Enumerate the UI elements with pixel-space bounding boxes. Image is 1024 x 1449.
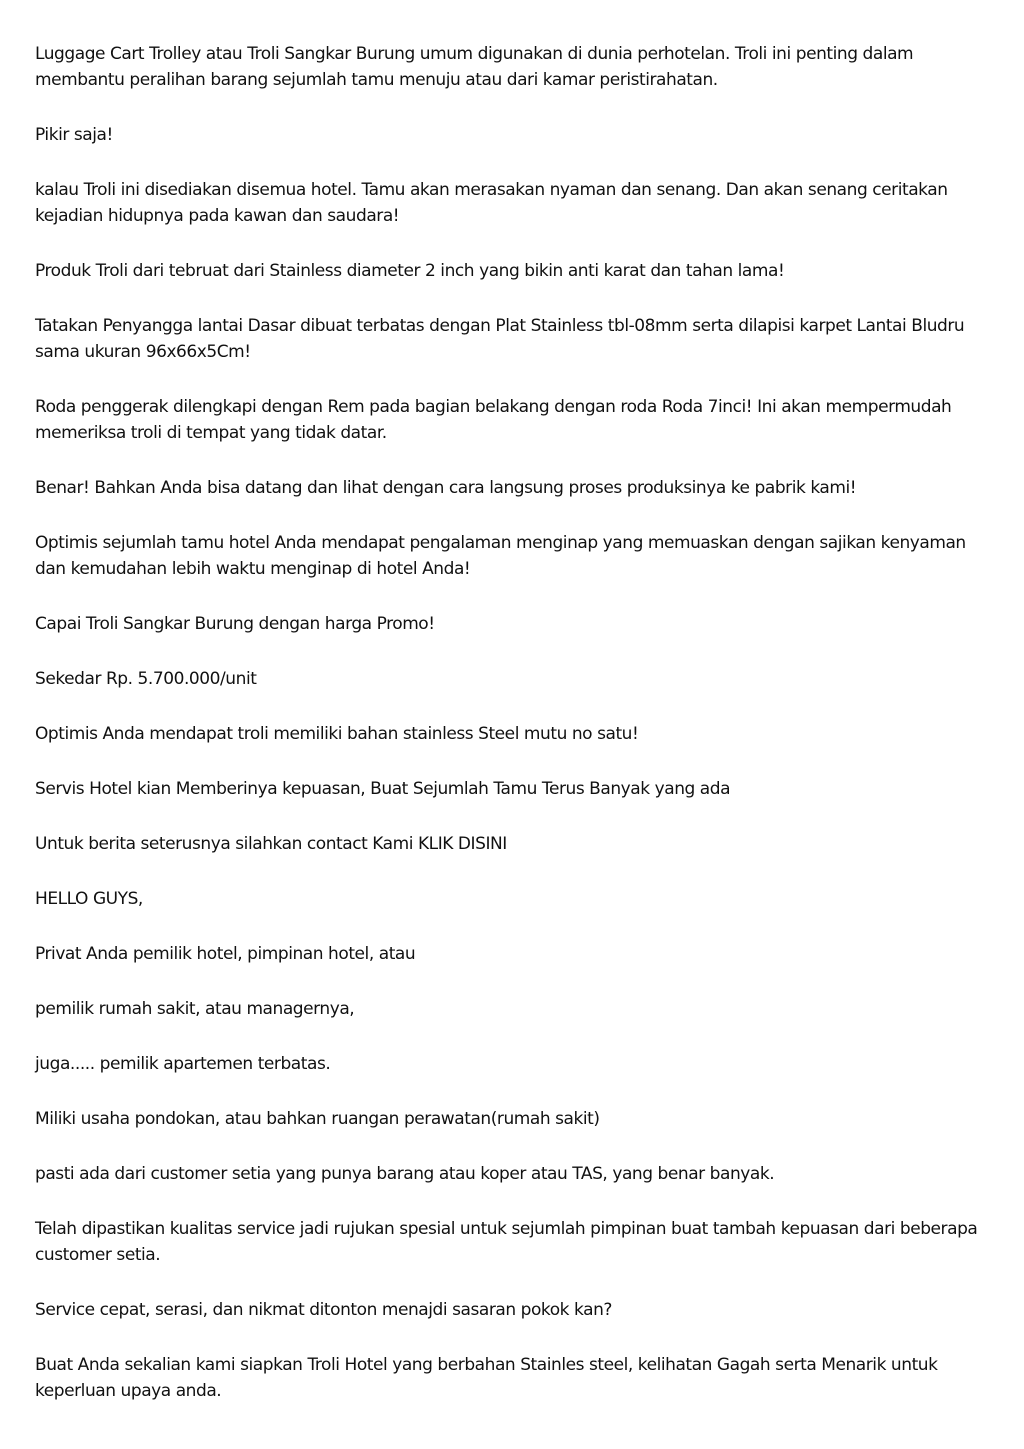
paragraph: Buat Anda sekalian kami siapkan Troli Hotel yang berbahan Stainles steel, kelihatan Gagah serta Menarik untuk keperluan upaya anda. <box>35 1355 938 1401</box>
paragraph: Optimis sejumlah tamu hotel Anda mendapat pengalaman menginap yang memuaskan dengan sajikan kenyaman dan kemudahan lebih waktu menginap di hotel Anda! <box>35 533 966 579</box>
paragraph: Benar! Bahkan Anda bisa datang dan lihat dengan cara langsung proses produksinya ke pabrik kami! <box>35 478 857 498</box>
paragraph: juga..... pemilik apartemen terbatas. <box>35 1054 331 1074</box>
paragraph: Tatakan Penyangga lantai Dasar dibuat terbatas dengan Plat Stainless tbl-08mm serta dilapisi karpet Lantai Bludru sama ukuran 96x66x5Cm! <box>35 316 965 362</box>
document-body <box>35 41 995 1433</box>
paragraph: Capai Troli Sangkar Burung dengan harga Promo! <box>35 614 435 634</box>
paragraph: pemilik rumah sakit, atau managernya, <box>35 999 355 1019</box>
paragraph: Pikir saja! <box>35 125 113 145</box>
paragraph: Optimis Anda mendapat troli memiliki bahan stainless Steel mutu no satu! <box>35 724 639 744</box>
price-paragraph: Sekedar Rp. 5.700.000/unit <box>35 669 257 689</box>
paragraph: Telah dipastikan kualitas service jadi rujukan spesial untuk sejumlah pimpinan buat tambah kepuasan dari beberapa customer setia. <box>35 1219 978 1265</box>
paragraph: Produk Troli dari tebruat dari Stainless diameter 2 inch yang bikin anti karat dan tahan lama! <box>35 261 785 281</box>
paragraph: Privat Anda pemilik hotel, pimpinan hotel, atau <box>35 944 416 964</box>
paragraph: HELLO GUYS, <box>35 889 143 909</box>
paragraph: Miliki usaha pondokan, atau bahkan ruangan perawatan(rumah sakit) <box>35 1109 600 1129</box>
paragraph: Service cepat, serasi, dan nikmat ditonton menajdi sasaran pokok kan? <box>35 1300 612 1320</box>
paragraph: Servis Hotel kian Memberinya kepuasan, Buat Sejumlah Tamu Terus Banyak yang ada <box>35 779 731 799</box>
contact-paragraph: Untuk berita seterusnya silahkan contact Kami KLIK DISINI <box>35 834 507 854</box>
paragraph: Roda penggerak dilengkapi dengan Rem pada bagian belakang dengan roda Roda 7inci! Ini akan mempermudah memeriksa troli di tempat yang tidak datar. <box>35 397 952 443</box>
paragraph: kalau Troli ini disediakan disemua hotel. Tamu akan merasakan nyaman dan senang. Dan akan senang ceritakan kejadian hidupnya pada kawan dan saudara! <box>35 180 948 226</box>
paragraph: Luggage Cart Trolley atau Troli Sangkar Burung umum digunakan di dunia perhotelan. Troli ini penting dalam membantu peralihan barang sejumlah tamu menuju atau dari kamar peristirahatan. <box>35 44 914 90</box>
paragraph: pasti ada dari customer setia yang punya barang atau koper atau TAS, yang benar banyak. <box>35 1164 775 1184</box>
